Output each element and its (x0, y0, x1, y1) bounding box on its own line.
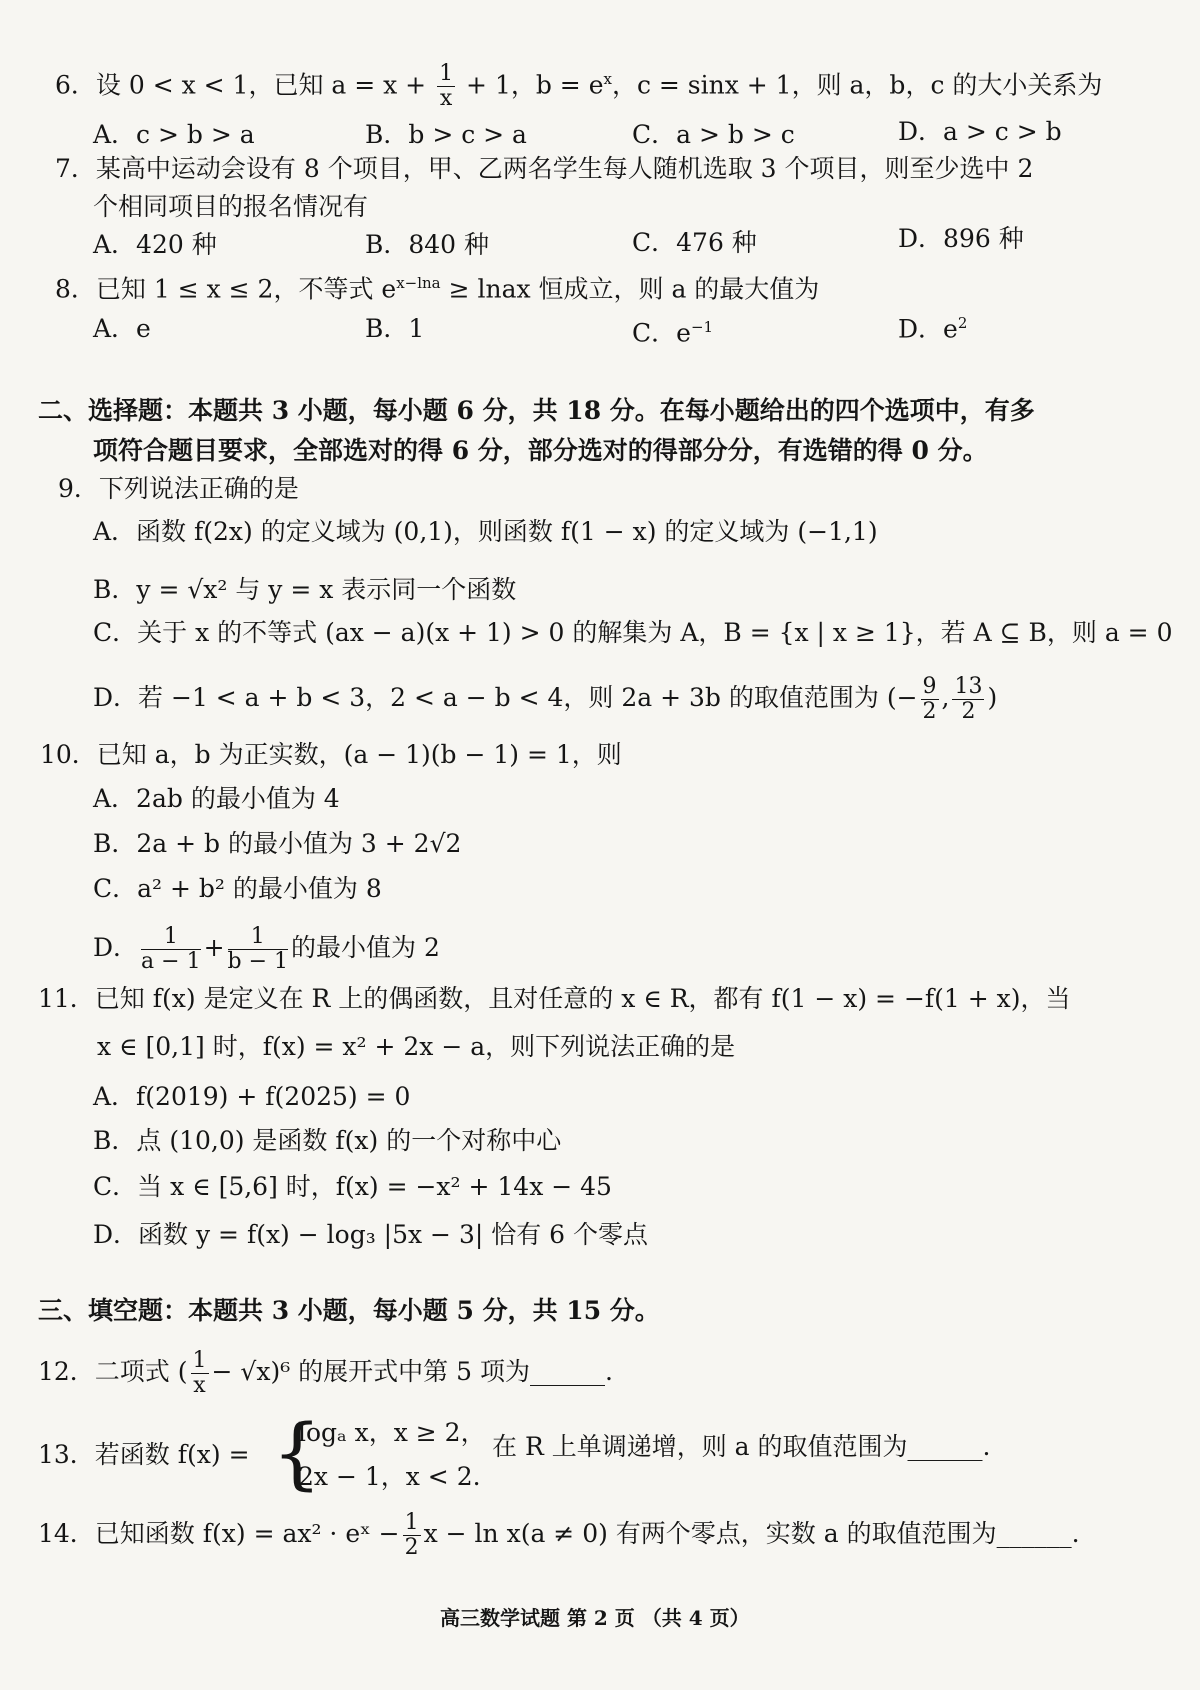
q14-frac (403, 1512, 421, 1559)
q11-line1: 11．已知 f(x) 是定义在 R 上的偶函数，且对任意的 x ∈ R，都有 f(1 − x) = −f(1 + x)，当 (38, 984, 1071, 1013)
q10-d-frac1-den: a − 1 (141, 949, 201, 974)
q10-d-post: 的最小值为 2 (291, 933, 440, 962)
q9-d-frac1-num: 9 (922, 674, 937, 699)
q12-pre: 12．二项式 ( (38, 1357, 188, 1386)
q10-d-label: D． (93, 933, 139, 962)
q9-d-frac2 (952, 676, 984, 723)
q6-option-c: C．a > b > c (632, 120, 795, 149)
q6-stem-pre: 6．设 0 < x < 1，已知 a = x + (55, 70, 427, 100)
q8-option-d-text: D．e (898, 314, 958, 344)
q12-frac-num: 1 (192, 1348, 207, 1373)
q9-option-d (93, 676, 997, 723)
q9-d-frac2-num: 13 (954, 674, 983, 699)
q9-d-frac1 (921, 676, 939, 723)
q7-option-c: C．476 种 (632, 228, 757, 257)
q8-option-d (898, 306, 967, 346)
q10-option-a: A．2ab 的最小值为 4 (93, 784, 340, 813)
q9-option-c: C．关于 x 的不等式 (ax − a)(x + 1) > 0 的解集为 A，B = {x | x ≥ 1}，若 A ⊆ B，则 a = 0 (93, 618, 1173, 647)
q10-d-frac1-num: 1 (141, 926, 201, 950)
q11-option-d: D．函数 y = f(x) − log₃ |5x − 3| 恰有 6 个零点 (93, 1220, 649, 1249)
q6-option-d: D．a > c > b (898, 117, 1062, 146)
q9-d-sep: , (941, 683, 950, 712)
q10-option-c: C．a² + b² 的最小值为 8 (93, 874, 382, 903)
q14-post: x − ln x(a ≠ 0) 有两个零点，实数 a 的取值范围为______. (423, 1519, 1080, 1548)
q6-option-b: B．b > c > a (365, 120, 527, 149)
q9-d-post: ) (987, 683, 998, 712)
q7-line2: 个相同项目的报名情况有 (93, 192, 369, 221)
q9-d-frac1-den: 2 (922, 699, 937, 724)
q8-option-c-sup: −1 (690, 318, 714, 336)
q8-option-c (632, 310, 713, 350)
q13-post: 在 R 上单调递增，则 a 的取值范围为______. (492, 1432, 991, 1461)
q10-option-d (93, 926, 440, 973)
q14-frac-num: 1 (404, 1510, 419, 1535)
q7-option-b: B．840 种 (365, 230, 490, 259)
q8-stem-pre: 8．已知 1 ≤ x ≤ 2，不等式 e (55, 274, 397, 304)
section2-heading-line2: 项符合题目要求，全部选对的得 6 分，部分选对的得部分分，有选错的得 0 分。 (93, 436, 988, 465)
q8-exp: x−lna (396, 274, 441, 292)
q7-line1: 7．某高中运动会设有 8 个项目，甲、乙两名学生每人随机选取 3 个项目，则至少选中 2 (55, 154, 1034, 183)
q14 (38, 1512, 1080, 1559)
q6-exp: x (603, 70, 612, 88)
q11-option-c: C．当 x ∈ [5,6] 时，f(x) = −x² + 14x − 45 (93, 1172, 612, 1201)
q13-case2: 2x − 1，x < 2. (298, 1462, 481, 1491)
page-footer: 高三数学试题 第 2 页 （共 4 页） (440, 1606, 750, 1630)
q12-frac (191, 1350, 209, 1397)
q7-option-d: D．896 种 (898, 224, 1024, 253)
q14-frac-den: 2 (404, 1535, 419, 1560)
q8-option-c-text: C．e (632, 318, 691, 348)
q10-option-b: B．2a + b 的最小值为 3 + 2√2 (93, 829, 462, 858)
q10-d-frac2-num: 1 (228, 926, 289, 950)
q12-post: − √x)⁶ 的展开式中第 5 项为______. (211, 1357, 613, 1386)
q6-stem-post: + 1，b = e (466, 70, 604, 100)
q13-case1: logₐ x，x ≥ 2， (298, 1418, 486, 1447)
q6-stem-end: ，c = sinx + 1，则 a，b，c 的大小关系为 (611, 70, 1103, 100)
q9-d-pre: D．若 −1 < a + b < 3，2 < a − b < 4，则 2a + 3b 的取值范围为 (− (93, 683, 918, 712)
q13-brace: { (272, 1409, 322, 1499)
q6-frac-den: x (439, 86, 453, 112)
q10-d-plus: + (203, 933, 225, 962)
q12-frac-den: x (193, 1373, 206, 1398)
q11-option-a: A．f(2019) + f(2025) = 0 (93, 1082, 411, 1111)
q8-stem (55, 266, 819, 306)
q7-option-a: A．420 种 (93, 230, 217, 259)
q9-d-frac2-den: 2 (961, 699, 976, 724)
q6-option-a: A．c > b > a (93, 120, 255, 149)
q13-pre: 13．若函数 f(x) = (38, 1440, 250, 1469)
q6-frac-num: 1 (439, 61, 454, 87)
q9-stem: 9．下列说法正确的是 (58, 474, 299, 503)
section2-heading-line1: 二、选择题：本题共 3 小题，每小题 6 分，共 18 分。在每小题给出的四个选项中，有多 (38, 396, 1035, 425)
q9-option-a: A．函数 f(2x) 的定义域为 (0,1)，则函数 f(1 − x) 的定义域为 (−1,1) (93, 517, 878, 546)
q8-option-a: A．e (93, 314, 151, 343)
q10-d-frac1 (141, 926, 201, 973)
q6-fraction (437, 63, 455, 110)
q6-stem (55, 62, 1102, 110)
q8-option-d-sup: 2 (957, 314, 968, 332)
q8-stem-post: ≥ lnax 恒成立，则 a 的最大值为 (440, 274, 820, 304)
q10-d-frac2-den: b − 1 (227, 949, 289, 974)
q12 (38, 1350, 613, 1397)
q10-stem: 10．已知 a，b 为正实数，(a − 1)(b − 1) = 1，则 (40, 740, 622, 769)
q11-line2: x ∈ [0,1] 时，f(x) = x² + 2x − a，则下列说法正确的是 (97, 1032, 736, 1061)
section3-heading: 三、填空题：本题共 3 小题，每小题 5 分，共 15 分。 (38, 1296, 660, 1325)
q11-option-b: B．点 (10,0) 是函数 f(x) 的一个对称中心 (93, 1126, 562, 1155)
q10-d-frac2 (228, 926, 289, 973)
q8-option-b: B．1 (365, 314, 425, 343)
q9-option-b: B．y = √x² 与 y = x 表示同一个函数 (93, 575, 517, 604)
q14-pre: 14．已知函数 f(x) = ax² · eˣ − (38, 1519, 400, 1548)
